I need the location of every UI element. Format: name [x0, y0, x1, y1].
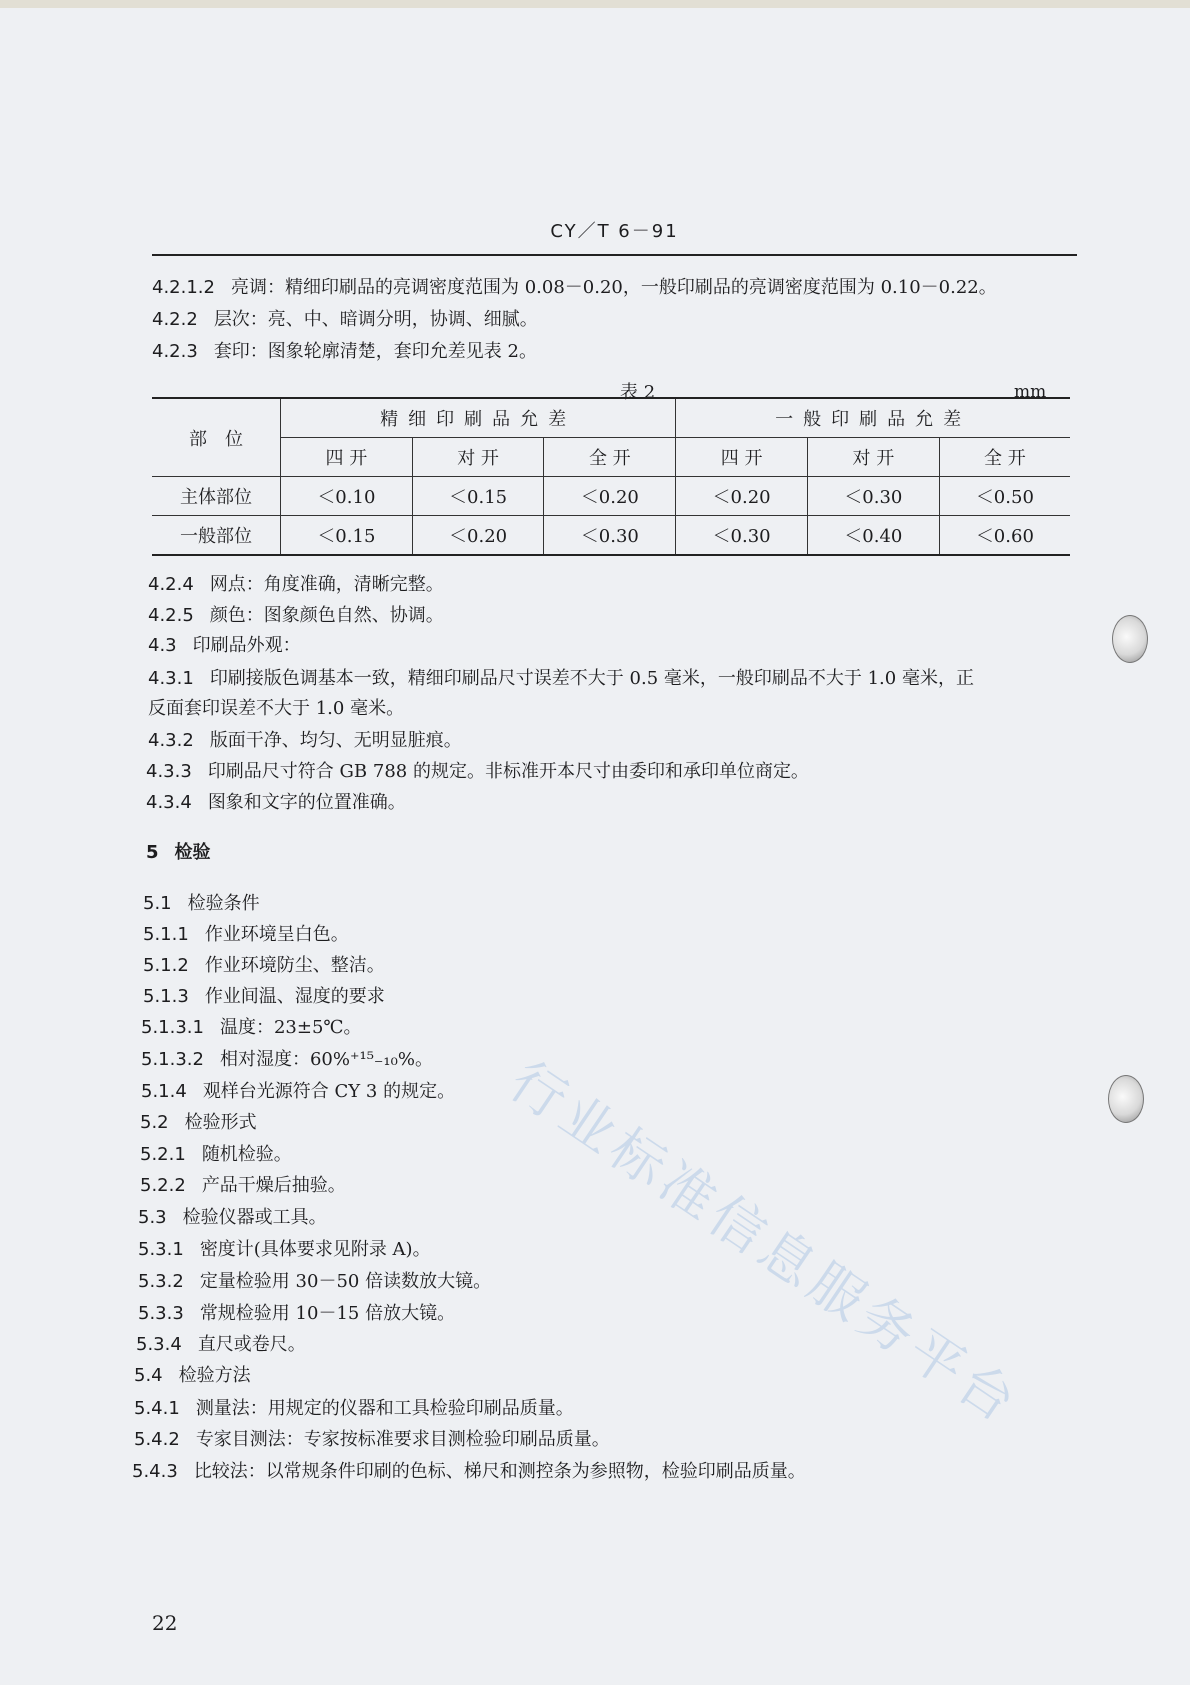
clause	[134, 1428, 610, 1452]
table-cell: ＜0.10	[281, 477, 413, 516]
clause-text: 比较法：以常规条件印刷的色标、梯尺和测控条为参照物，检验印刷品质量。	[193, 1461, 806, 1482]
clause-number: 5.1.3.1	[141, 1017, 204, 1038]
clause-number: 4.3.3	[146, 761, 192, 782]
clause	[138, 1270, 491, 1294]
sub-header: 对 开	[807, 438, 939, 477]
table-cell: ＜0.15	[281, 516, 413, 556]
clause-number: 5.3.1	[138, 1239, 184, 1260]
table-cell: ＜0.20	[544, 477, 676, 516]
clause	[143, 954, 385, 978]
fine-print-header: 精细印刷品允差	[281, 398, 676, 438]
clause	[148, 604, 444, 628]
clause-text: 检验形式	[184, 1112, 257, 1133]
clause	[148, 634, 301, 658]
table-cell: ＜0.30	[676, 516, 808, 556]
clause-text: 测量法：用规定的仪器和工具检验印刷品质量。	[195, 1398, 574, 1419]
clause-text: 网点：角度准确，清晰完整。	[209, 574, 444, 595]
clause-text: 印刷接版色调基本一致，精细印刷品尺寸误差不大于 0.5 毫米，一般印刷品不大于 1.0 毫米，正	[209, 668, 974, 689]
clause-text: 常规检验用 10－15 倍放大镜。	[199, 1303, 456, 1324]
clause-text: 观样台光源符合 CY 3 的规定。	[202, 1081, 456, 1102]
clause	[148, 729, 462, 753]
clause-number: 5.3.4	[136, 1334, 182, 1355]
clause-text: 专家目测法：专家按标准要求目测检验印刷品质量。	[195, 1429, 610, 1450]
section-heading	[146, 841, 211, 865]
clause	[141, 1016, 362, 1040]
clause-text: 图象和文字的位置准确。	[207, 792, 406, 813]
clause-text: 印刷品尺寸符合 GB 788 的规定。非标准开本尺寸由委印和承印单位商定。	[207, 761, 809, 782]
clause-text: 检验条件	[187, 893, 260, 914]
row-label: 主体部位	[152, 477, 281, 516]
clause-number: 5.2.2	[140, 1175, 186, 1196]
clause	[138, 1302, 455, 1326]
clause-text: 温度：23±5℃。	[219, 1017, 362, 1038]
clause-number: 5.2	[140, 1112, 169, 1133]
clause-text: 密度计(具体要求见附录 A)。	[199, 1239, 431, 1260]
clause-text: 层次：亮、中、暗调分明，协调、细腻。	[213, 309, 538, 330]
clause	[141, 1048, 433, 1072]
clause-number: 5.3.3	[138, 1303, 184, 1324]
clause-number: 4.2.4	[148, 574, 194, 595]
clause-text: 版面干净、均匀、无明显脏痕。	[209, 730, 462, 751]
table-unit: mm	[1014, 382, 1047, 402]
clause-number: 4.3	[148, 635, 177, 656]
clause-text: 作业环境呈白色。	[204, 924, 349, 945]
clause	[136, 1333, 306, 1357]
section-title: 检验	[174, 842, 211, 863]
clause	[138, 1238, 431, 1262]
sub-header: 四 开	[676, 438, 808, 477]
clause	[152, 340, 537, 364]
sub-header: 四 开	[281, 438, 413, 477]
clause	[143, 923, 349, 947]
watermark: 行业标准信息服务平台	[498, 1049, 1032, 1437]
clause-text: 产品干燥后抽验。	[201, 1175, 346, 1196]
clause-number: 5.1.4	[141, 1081, 187, 1102]
sub-header: 全 开	[939, 438, 1070, 477]
clause-text: 定量检验用 30－50 倍读数放大镜。	[199, 1271, 492, 1292]
standard-code-header: CY／T 6－91	[550, 221, 679, 242]
clause-text: 相对湿度：60%⁺¹⁵₋₁₀%。	[219, 1049, 433, 1070]
table-cell: ＜0.20	[412, 516, 544, 556]
clause-text: 印刷品外观：	[192, 635, 301, 656]
table-cell: ＜0.30	[807, 477, 939, 516]
clause	[140, 1174, 346, 1198]
clause-text: 套印：图象轮廓清楚，套印允差见表 2。	[213, 341, 537, 362]
clause-number: 5.1.1	[143, 924, 189, 945]
clause-continuation	[148, 697, 404, 721]
table-cell: ＜0.30	[544, 516, 676, 556]
clause-number: 4.3.4	[146, 792, 192, 813]
clause	[148, 667, 974, 691]
page-number: 22	[152, 1611, 178, 1635]
clause-text: 检验方法	[178, 1365, 251, 1386]
clause-text: 反面套印误差不大于 1.0 毫米。	[148, 698, 405, 719]
clause	[143, 892, 260, 916]
clause-number: 5.4.2	[134, 1429, 180, 1450]
table-row	[152, 516, 1070, 556]
row-label: 一般部位	[152, 516, 281, 556]
clause-number: 4.2.1.2	[152, 277, 215, 298]
clause-text: 作业间温、湿度的要求	[204, 986, 385, 1007]
sub-header: 全 开	[544, 438, 676, 477]
table-cell: ＜0.60	[939, 516, 1070, 556]
clause-number: 4.3.1	[148, 668, 194, 689]
clause-number: 5.1	[143, 893, 172, 914]
table-cell: ＜0.15	[412, 477, 544, 516]
clause-number: 5.4.3	[132, 1461, 178, 1482]
tolerance-table	[152, 397, 1070, 556]
table-cell: ＜0.40	[807, 516, 939, 556]
clause-number: 5.3.2	[138, 1271, 184, 1292]
table-row	[152, 477, 1070, 516]
clause	[140, 1143, 292, 1167]
clause-number: 5.1.3	[143, 986, 189, 1007]
clause-number: 4.3.2	[148, 730, 194, 751]
scan-top-edge	[0, 0, 1190, 8]
clause-number: 5.4.1	[134, 1398, 180, 1419]
clause-number: 5.4	[134, 1365, 163, 1386]
clause-text: 随机检验。	[201, 1144, 292, 1165]
clause-text: 颜色：图象颜色自然、协调。	[209, 605, 444, 626]
part-header: 部 位	[152, 398, 281, 477]
general-print-header: 一般印刷品允差	[676, 398, 1070, 438]
clause	[138, 1206, 327, 1230]
clause-number: 4.2.3	[152, 341, 198, 362]
clause-text: 检验仪器或工具。	[182, 1207, 327, 1228]
table-caption: 表 2	[620, 382, 656, 403]
clause-number: 4.2.5	[148, 605, 194, 626]
table-cell: ＜0.20	[676, 477, 808, 516]
clause	[146, 760, 809, 784]
clause	[152, 308, 538, 332]
clause	[152, 276, 997, 300]
clause	[132, 1460, 806, 1484]
clause	[134, 1364, 251, 1388]
clause-text: 亮调：精细印刷品的亮调密度范围为 0.08－0.20，一般印刷品的亮调密度范围为 0.10－0.22。	[230, 277, 997, 298]
clause	[141, 1080, 455, 1104]
clause-number: 5.3	[138, 1207, 167, 1228]
clause	[146, 791, 406, 815]
header-rule	[152, 254, 1077, 256]
clause	[134, 1397, 574, 1421]
clause-text: 作业环境防尘、整洁。	[204, 955, 385, 976]
clause-number: 5.2.1	[140, 1144, 186, 1165]
punch-hole	[1112, 615, 1148, 663]
clause	[143, 985, 385, 1009]
section-number: 5	[146, 842, 159, 863]
clause	[140, 1111, 257, 1135]
clause	[148, 573, 444, 597]
sub-header: 对 开	[412, 438, 544, 477]
table-cell: ＜0.50	[939, 477, 1070, 516]
clause-text: 直尺或卷尺。	[197, 1334, 306, 1355]
clause-number: 5.1.2	[143, 955, 189, 976]
clause-number: 4.2.2	[152, 309, 198, 330]
clause-number: 5.1.3.2	[141, 1049, 204, 1070]
punch-hole	[1108, 1075, 1144, 1123]
